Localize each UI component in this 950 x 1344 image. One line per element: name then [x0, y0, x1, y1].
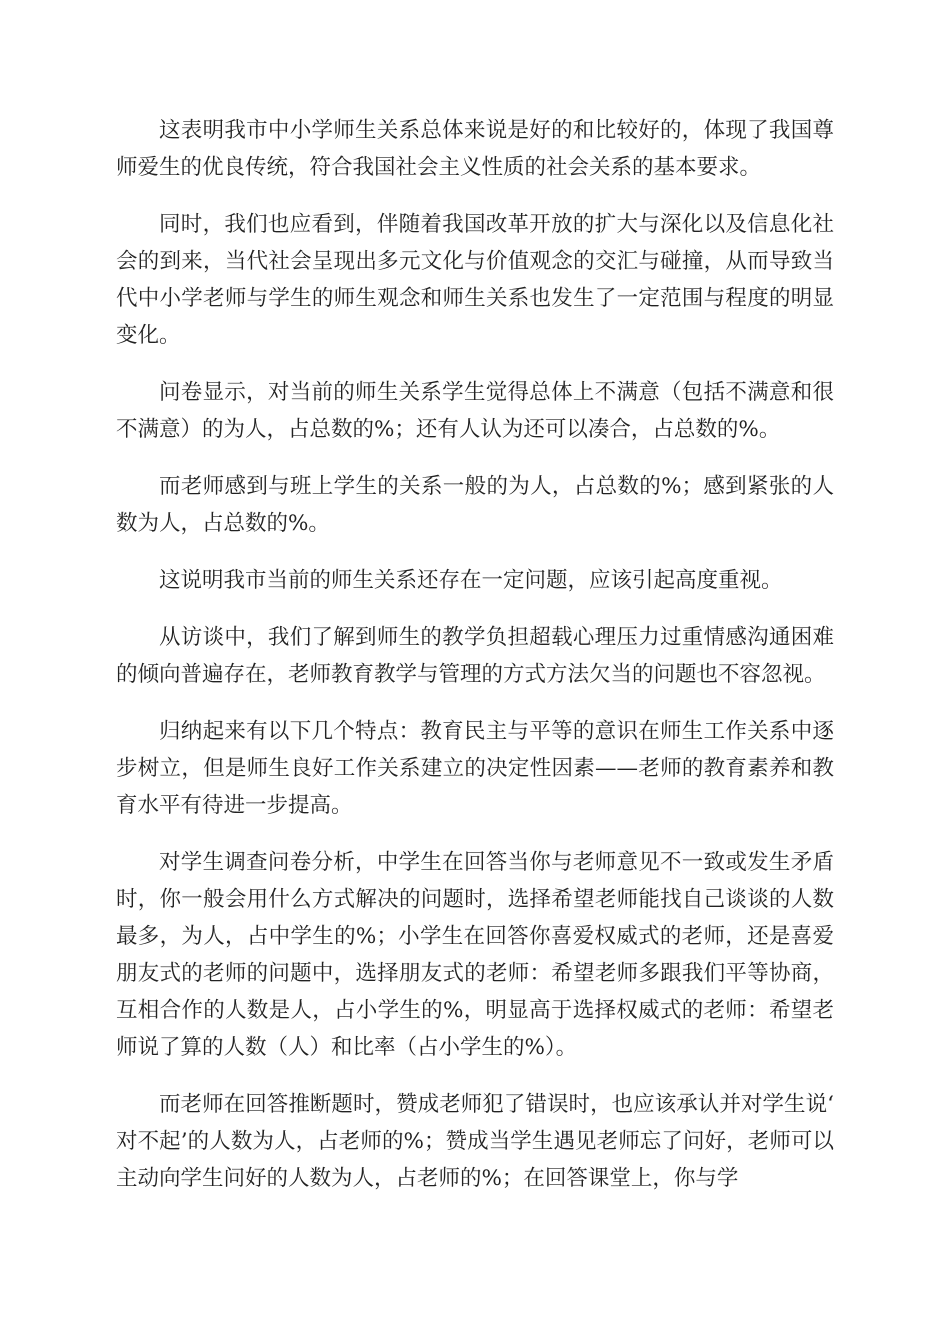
paragraph-9: 而老师在回答推断题时，赞成老师犯了错误时，也应该承认并对学生说‘对不起’的人数为人，占老师的%；赞成当学生遇见老师忘了问好，老师可以主动向学生问好的人数为人，占老师的%；在回答课堂上，你与学 — [116, 1092, 834, 1191]
paragraph-1: 这表明我市中小学师生关系总体来说是好的和比较好的，体现了我国尊师爱生的优良传统，符合我国社会主义性质的社会关系的基本要求。 — [116, 118, 834, 180]
paragraph-8: 对学生调查问卷分析，中学生在回答当你与老师意见不一致或发生矛盾时，你一般会用什么方式解决的问题时，选择希望老师能找自己谈谈的人数最多，为人，占中学生的%；小学生在回答你喜爱权威式的老师，还是喜爱朋友式的老师的问题中，选择朋友式的老师：希望老师多跟我们平等协商，互相合作的人数是人，占小学生的%，明显高于选择权威式的老师：希望老师说了算的人数（人）和比率（占小学生的%）。 — [116, 850, 834, 1060]
paragraph-3: 问卷显示，对当前的师生关系学生觉得总体上不满意（包括不满意和很不满意）的为人，占总数的%；还有人认为还可以凑合，占总数的%。 — [116, 380, 834, 442]
paragraph-2: 同时，我们也应看到，伴随着我国改革开放的扩大与深化以及信息化社会的到来，当代社会呈现出多元文化与价值观念的交汇与碰撞，从而导致当代中小学老师与学生的师生观念和师生关系也发生了一定范围与程度的明显变化。 — [116, 212, 834, 348]
paragraph-4: 而老师感到与班上学生的关系一般的为人，占总数的%；感到紧张的人数为人，占总数的%。 — [116, 474, 834, 536]
paragraph-7: 归纳起来有以下几个特点：教育民主与平等的意识在师生工作关系中逐步树立，但是师生良好工作关系建立的决定性因素——老师的教育素养和教育水平有待进一步提高。 — [116, 719, 834, 818]
paragraph-6: 从访谈中，我们了解到师生的教学负担超载心理压力过重情感沟通困难的倾向普遍存在，老师教育教学与管理的方式方法欠当的问题也不容忽视。 — [116, 625, 834, 687]
document-body — [116, 112, 834, 1217]
paragraph-5: 这说明我市当前的师生关系还存在一定问题，应该引起高度重视。 — [159, 568, 783, 593]
